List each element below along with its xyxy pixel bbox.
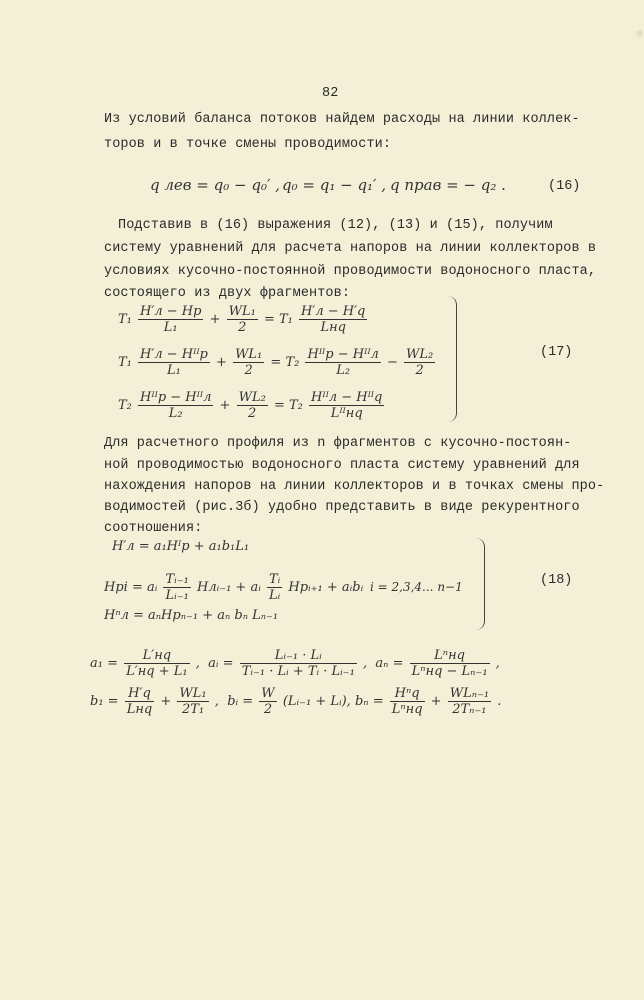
eq17-r1-t1: T₁ [118, 312, 132, 327]
eq18-row-2: Hрi = aᵢ $\frac{\text{Tᵢ₋₁}}{\text{Lᵢ₋₁}}$ Hлᵢ₋₁ + aᵢ $\frac{\text{Tᵢ}}{\text{Lᵢ}}$ Hрᵢ₊₁ + aᵢbᵢ [104, 572, 364, 603]
paper-spot [636, 30, 643, 37]
coef-ai-frac: $\frac{\text{Lᵢ₋₁ · Lᵢ}}{\text{Tᵢ₋₁ · Lᵢ + Tᵢ · Lᵢ₋₁}}$ [241, 648, 355, 679]
eq17-row-3: T₂ $\frac{\text{Hᴵᴵр − Hᴵᴵл}}{\text{L₂}}$ + $\frac{\text{WL₂}}{2}$ = T₂ $\frac{\text{Hᴵᴵл − Hᴵᴵq}}{\text{Lᴵᴵнq}}$ [118, 390, 383, 421]
coef-an-frac: $\frac{\text{Lⁿнq}}{\text{Lⁿнq − Lₙ₋₁}}$ [411, 648, 488, 679]
paragraph-1-line-1: Из условий баланса потоков найдем расходы на линии коллек- [104, 112, 580, 127]
paragraph-1-line-2: торов и в точке смены проводимости: [104, 137, 392, 152]
eq17-r2-frac-4: $\frac{\text{WL₂}}{2}$ [406, 347, 434, 378]
coef-bn-frac-2: $\frac{\text{WLₙ₋₁}}{\text{2Tₙ₋₁}}$ [449, 686, 490, 717]
eq17-row-2: T₁ $\frac{\text{H′л − Hᴵᴵр}}{\text{L₁}}$ + $\frac{\text{WL₁}}{2}$ = T₂ $\frac{\text{Hᴵᴵр − Hᴵᴵл}}{\text{L₂}}$ − $\frac{\text{WL₂}}{2}$ [118, 347, 434, 378]
eq17-r1-frac-1: $\frac{H'л - Hр}{\text{L₁}}$ [140, 304, 202, 335]
page-number: 82 [322, 86, 339, 101]
paragraph-3-line-2: ной проводимостью водоносного пласта систему уравнений для [104, 458, 580, 473]
eq18-index-range: i = 2,3,4... n−1 [370, 580, 463, 594]
coef-b1-frac-1: $\frac{H'q}{\text{Lнq}}$ [126, 686, 153, 717]
coef-a-row: a₁ = $\frac{L'нq}{\text{L′нq + L₁}}$ , aᵢ = $\frac{\text{Lᵢ₋₁ · Lᵢ}}{\text{Tᵢ₋₁ · Lᵢ + Tᵢ · Lᵢ₋₁}}$ , aₙ = $\frac{\text{Lⁿнq}}{\text{Lⁿнq − Lₙ₋₁}}$ , [90, 648, 500, 679]
eq18-brace [476, 538, 485, 630]
eq17-r2-frac-2: $\frac{\text{WL₁}}{2}$ [235, 347, 263, 378]
eq17-label: (17) [540, 345, 573, 360]
eq18-r2-frac-2: $\frac{\text{Tᵢ}}{\text{Lᵢ}}$ [268, 572, 281, 603]
eq18-label: (18) [540, 573, 573, 588]
paragraph-3-line-3: нахождения напоров на линии коллекторов и в точках смены про- [104, 479, 605, 494]
coef-bn-frac-1: $\frac{\text{Hⁿq}}{\text{Lⁿнq}}$ [391, 686, 423, 717]
paragraph-2-line-4: состоящего из двух фрагментов: [104, 286, 351, 301]
eq17-r2-frac-3: $\frac{\text{Hᴵᴵр − Hᴵᴵл}}{\text{L₂}}$ [307, 347, 379, 378]
eq16-part-a: q лев = q₀ − q₀′ , [150, 176, 280, 194]
coef-b1-frac-2: $\frac{\text{WL₁}}{\text{2T₁}}$ [179, 686, 207, 717]
paragraph-3-line-1: Для расчетного профиля из n фрагментов с кусочно-постоян- [104, 436, 572, 451]
eq18-row-1: H′л = a₁Hᴵр + a₁b₁L₁ [112, 539, 250, 554]
eq17-r3-frac-1: $\frac{\text{Hᴵᴵр − Hᴵᴵл}}{\text{L₂}}$ [140, 390, 212, 421]
eq16-label: (16) [548, 179, 581, 194]
coef-bi-frac: $\frac{W}{2}$ [261, 686, 275, 717]
coef-a1-frac: $\frac{L'нq}{\text{L′нq + L₁}}$ [126, 648, 188, 679]
paragraph-3-line-5: соотношения: [104, 521, 203, 536]
eq18-row-3: Hⁿл = aₙHрₙ₋₁ + aₙ bₙ Lₙ₋₁ [104, 608, 279, 623]
eq17-brace [448, 296, 457, 422]
coef-b-row: b₁ = $\frac{H'q}{\text{Lнq}}$ + $\frac{\text{WL₁}}{\text{2T₁}}$ , bᵢ = $\frac{W}{2}$ (Lᵢ₋₁ + Lᵢ), bₙ = $\frac{\text{Hⁿq}}{\text{Lⁿнq}}$ + $\frac{\text{WLₙ₋₁}}{\text{2Tₙ₋₁}}$ . [90, 686, 502, 717]
paragraph-3-line-4: водимостей (рис.3б) удобно представить в виде рекурентного [104, 500, 580, 515]
eq16-part-c: q прав = − q₂ . [390, 176, 506, 194]
paragraph-2-line-3: условиях кусочно-постоянной проводимости водоносного пласта, [104, 264, 597, 279]
paragraph-2-line-2: систему уравнений для расчета напоров на линии коллекторов в [104, 241, 597, 256]
eq17-r2-frac-1: $\frac{\text{H′л − Hᴵᴵр}}{\text{L₁}}$ [140, 347, 208, 378]
eq17-r3-frac-3: $\frac{\text{Hᴵᴵл − Hᴵᴵq}}{\text{Lᴵᴵнq}}$ [311, 390, 383, 421]
eq17-row-1: T₁ $\frac{H'л - Hр}{\text{L₁}}$ + $\frac{\text{WL₁}}{2}$ = T₁ $\frac{H'л - H'q}{\text{Lнq}}$ [118, 304, 366, 335]
eq18-r2-frac-1: $\frac{\text{Tᵢ₋₁}}{\text{Lᵢ₋₁}}$ [165, 572, 189, 603]
eq17-r1-frac-3: $\frac{H'л - H'q}{\text{Lнq}}$ [301, 304, 366, 335]
eq16-part-b: q₀ = q₁ − q₁′ , [282, 176, 386, 194]
paragraph-2-line-1: Подставив в (16) выражения (12), (13) и (15), получим [118, 218, 553, 233]
eq17-r3-frac-2: $\frac{\text{WL₂}}{2}$ [238, 390, 266, 421]
eq17-r1-frac-2: $\frac{\text{WL₁}}{2}$ [228, 304, 256, 335]
